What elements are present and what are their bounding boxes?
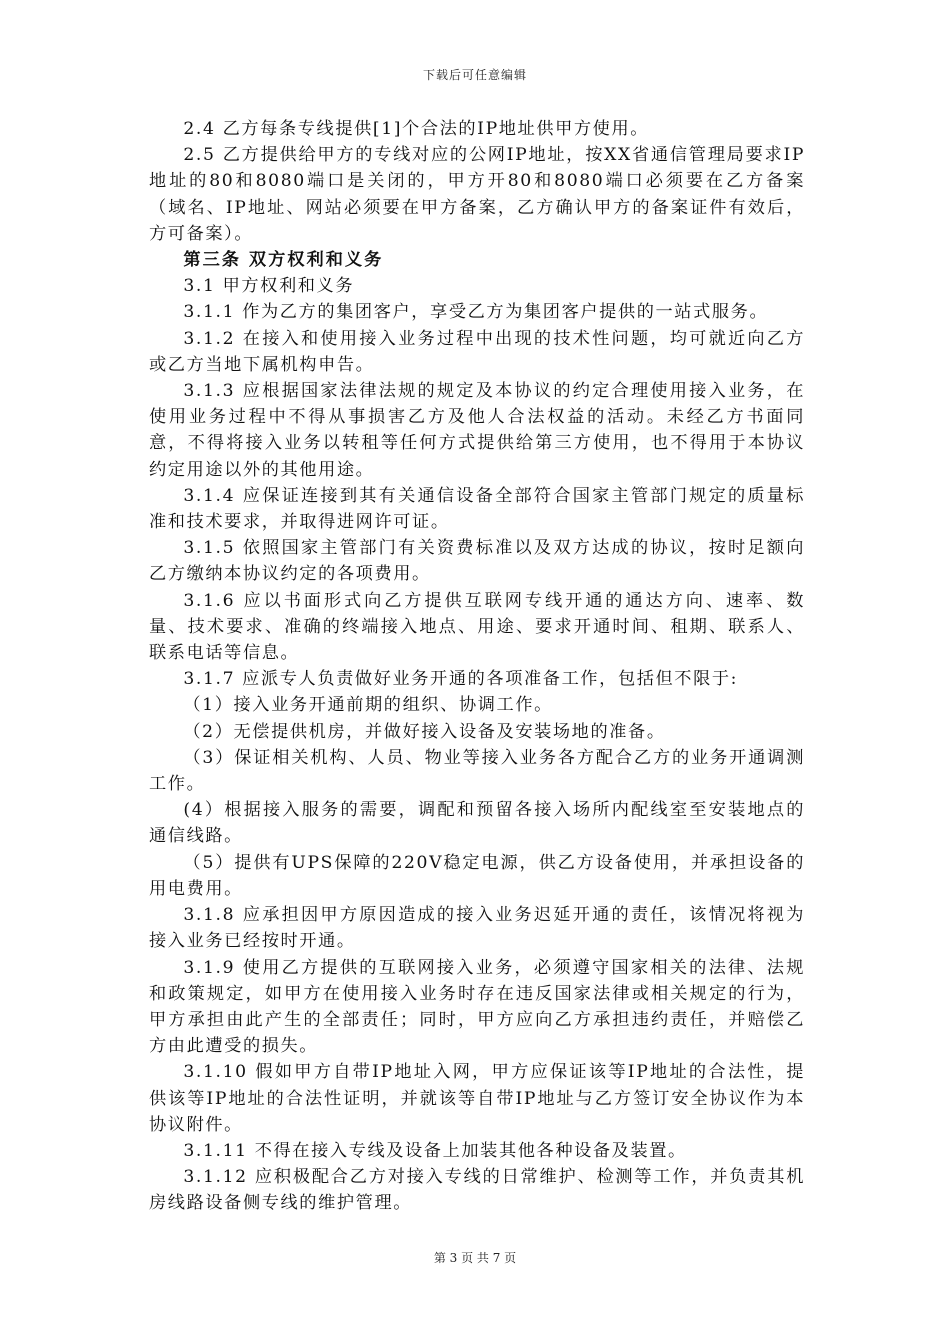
list-item-4: (4）根据接入服务的需要，调配和预留各接入场所内配线室至安装地点的通信线路。	[149, 800, 805, 847]
paragraph-3-1-1: 3.1.1 作为乙方的集团客户，享受乙方为集团客户提供的一站式服务。	[183, 302, 769, 323]
list-item-5: （5）提供有UPS保障的220V稳定电源，供乙方设备使用，并承担设备的用电费用。	[149, 852, 805, 899]
list-item-1: （1）接入业务开通前期的组织、协调工作。	[183, 695, 553, 716]
paragraph-3-1-5: 3.1.5 依照国家主管部门有关资费标准以及双方达成的协议，按时足额向乙方缴纳本协议约定的各项费用。	[149, 538, 805, 585]
list-item-2: （2）无偿提供机房，并做好接入设备及安装场地的准备。	[183, 721, 666, 742]
subsection-heading-3-1: 3.1 甲方权利和义务	[183, 276, 355, 297]
paragraph-3-1-12: 3.1.12 应积极配合乙方对接入专线的日常维护、检测等工作，并负责其机房线路设备侧专线的维护管理。	[149, 1167, 805, 1214]
paragraph-3-1-9: 3.1.9 使用乙方提供的互联网接入业务，必须遵守国家相关的法律、法规和政策规定，如甲方在使用接入业务时存在违反国家法律或相关规定的行为，甲方承担由此产生的全部责任；同时，甲方应向乙方承担违约责任，并赔偿乙方由此遭受的损失。	[149, 957, 805, 1057]
paragraph-3-1-8: 3.1.8 应承担因甲方原因造成的接入业务迟延开通的责任，该情况将视为接入业务已经按时开通。	[149, 905, 805, 952]
paragraph-3-1-3: 3.1.3 应根据国家法律法规的规定及本协议的约定合理使用接入业务，在使用业务过程中不得从事损害乙方及他人合法权益的活动。未经乙方书面同意，不得将接入业务以转租等任何方式提供给第三方使用，也不得用于本协议约定用途以外的其他用途。	[149, 381, 805, 480]
document-body	[149, 116, 805, 1217]
paragraph-3-1-7: 3.1.7 应派专人负责做好业务开通的各项准备工作，包括但不限于:	[183, 669, 739, 690]
paragraph-3-1-4: 3.1.4 应保证连接到其有关通信设备全部符合国家主管部门规定的质量标准和技术要求，并取得进网许可证。	[149, 485, 805, 533]
section-heading-article-3: 第三条 双方权利和义务	[183, 250, 384, 271]
page-header: 下载后可任意编辑	[422, 68, 527, 82]
page-number: 第 3 页 共 7 页	[433, 1251, 517, 1265]
paragraph-3-1-11: 3.1.11 不得在接入专线及设备上加装其他各种设备及装置。	[183, 1140, 687, 1161]
paragraph-3-1-6: 3.1.6 应以书面形式向乙方提供互联网专线开通的通达方向、速率、数量、技术要求、准确的终端接入地点、用途、要求开通时间、租期、联系人、联系电话等信息。	[149, 590, 805, 664]
paragraph-2-4: 2.4 乙方每条专线提供[1]个合法的IP地址供甲方使用。	[183, 119, 650, 139]
paragraph-3-1-2: 3.1.2 在接入和使用接入业务过程中出现的技术性问题，均可就近向乙方或乙方当地下属机构申告。	[149, 328, 805, 375]
list-item-3: （3）保证相关机构、人员、物业等接入业务各方配合乙方的业务开通调测工作。	[149, 747, 805, 795]
paragraph-2-5: 2.5 乙方提供给甲方的专线对应的公网IP地址，按XX省通信管理局要求IP地址的80和8080端口是关闭的，甲方开80和8080端口必须要在乙方备案（域名、IP地址、网站必须要在甲方备案，乙方确认甲方的备案证件有效后，方可备案）。	[149, 145, 805, 244]
paragraph-3-1-10: 3.1.10 假如甲方自带IP地址入网，甲方应保证该等IP地址的合法性，提供该等IP地址的合法性证明，并就该等自带IP地址与乙方签订安全协议作为本协议附件。	[149, 1062, 805, 1135]
